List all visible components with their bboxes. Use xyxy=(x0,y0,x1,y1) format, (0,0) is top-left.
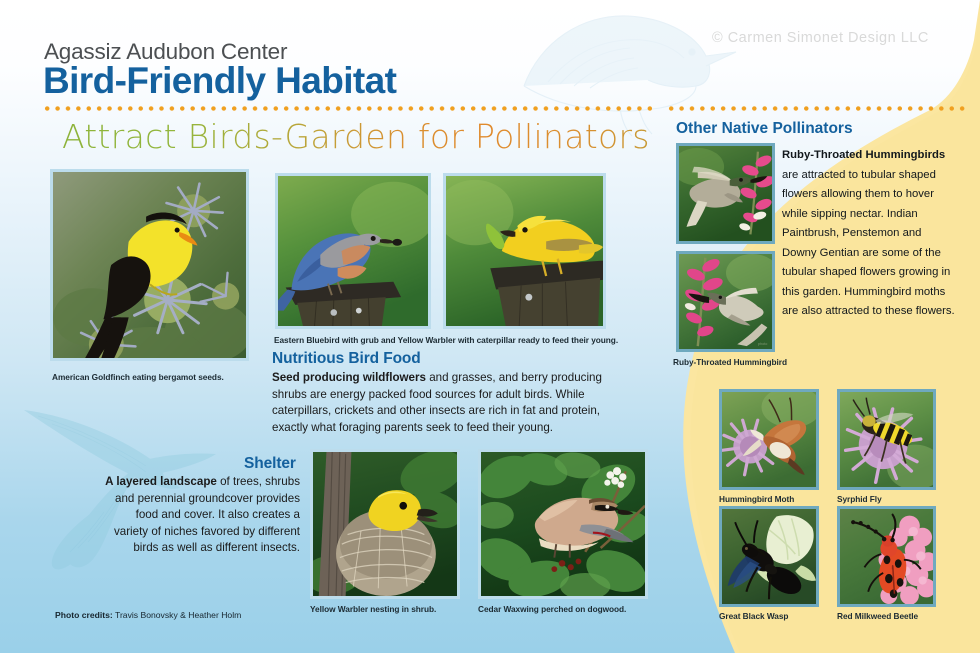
photo-cedar-waxwing xyxy=(478,449,648,599)
heading-shelter: Shelter xyxy=(244,455,296,472)
caption-syrphid-fly: Syrphid Fly xyxy=(837,494,882,504)
caption-red-milkweed-beetle: Red Milkweed Beetle xyxy=(837,611,919,621)
organization-name: Agassiz Audubon Center xyxy=(44,39,288,64)
photo-hummingbird-moth xyxy=(719,389,819,490)
headline-script: Attract Birds-Garden for Pollinators xyxy=(62,117,650,156)
photo-syrphid-fly xyxy=(837,389,936,490)
text-shelter xyxy=(104,474,300,557)
heading-other-native-pollinators: Other Native Pollinators xyxy=(676,120,853,137)
body-ruby-throated-hummingbirds: are attracted to tubular shaped flowers allowing them to hover while sipping nectar. Indian Paintbrush, Penstemon and Downy Gentian are some of the tubular shaped flowers growing in this garden. Hummingbird moths are also attracted to these flowers. xyxy=(782,168,955,317)
caption-hummingbird-moth: Hummingbird Moth xyxy=(719,494,795,504)
page-title: Bird-Friendly Habitat xyxy=(43,60,397,101)
photo-eastern-bluebird xyxy=(275,173,431,329)
text-nutritious-bird-food xyxy=(272,370,632,436)
heading-nutritious-bird-food: Nutritious Bird Food xyxy=(272,350,421,367)
lead-seed-producing-wildflowers: Seed producing wildflowers xyxy=(272,371,426,384)
photo-credits-label: Photo credits: xyxy=(55,610,113,620)
divider-dotted-left xyxy=(42,106,652,111)
photo-yellow-warbler-nest xyxy=(310,449,460,599)
photo-great-black-wasp xyxy=(719,506,819,607)
photo-credits-names: Travis Bonovsky & Heather Holm xyxy=(115,610,242,620)
photo-credits xyxy=(55,610,241,620)
caption-american-goldfinch: American Goldfinch eating bergamot seeds. xyxy=(52,372,224,382)
body-shelter: of trees, shrubs and perennial groundcover provides food and cover. It also creates a variety of niches favored by different birds as well as different insects. xyxy=(113,475,300,555)
text-ruby-throated-hummingbirds xyxy=(782,146,958,322)
photo-hummingbird-feeding xyxy=(676,251,775,352)
photo-yellow-warbler-caterpillar xyxy=(443,173,606,329)
caption-cedar-waxwing: Cedar Waxwing perched on dogwood. xyxy=(478,604,627,614)
photo-hummingbird-hovering xyxy=(676,143,775,244)
lead-ruby-throated-hummingbirds: Ruby-Throated Hummingbirds xyxy=(782,149,946,161)
divider-dotted-right xyxy=(666,106,966,111)
photo-red-milkweed-beetle xyxy=(837,506,936,607)
svg-text:photo: photo xyxy=(757,342,768,347)
photo-american-goldfinch xyxy=(50,169,249,361)
body-nutritious: and grasses, and berry producing shrubs are energy packed food sources for adult birds. While caterpillars, crickets and other insects are rich in fat and protein, exactly what foraging parents seek to feed their young. xyxy=(272,371,602,434)
caption-bluebird-warbler: Eastern Bluebird with grub and Yellow Warbler with caterpillar ready to feed their young. xyxy=(274,335,619,345)
caption-yellow-warbler-nest: Yellow Warbler nesting in shrub. xyxy=(310,604,437,614)
caption-great-black-wasp: Great Black Wasp xyxy=(719,611,789,621)
lead-layered-landscape: A layered landscape xyxy=(105,475,217,488)
caption-ruby-throated-hummingbird: Ruby-Throated Hummingbird xyxy=(673,357,787,367)
copyright-notice: © Carmen Simonet Design LLC xyxy=(712,30,929,46)
